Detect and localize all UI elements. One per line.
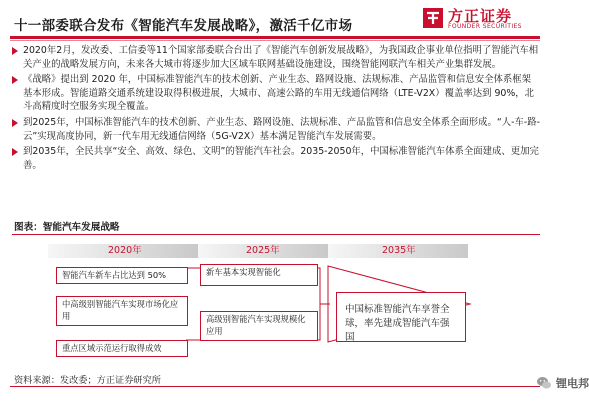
milestone-2025-intelligent-new-car: 新车基本实现智能化 [200,264,318,286]
bullet-item [12,73,540,114]
figure-caption: 图表：智能汽车发展战略 [14,222,120,233]
brand-name: 方正证券 [448,7,513,25]
timeline-segment [198,244,328,258]
founder-logo-icon [422,7,444,29]
timeline-year: 2020年 [108,245,142,256]
bullet-text: 2020年2月，发改委、工信委等11个国家部委联合台出了《智能汽车创新发展战略》，为我国政企事业单位指明了智能汽车相关产业的战略发展方向，未来各大城市将逐步加大区域车联网基础设施建设，围绕智能网联汽车相关产业集群发展。 [23,45,539,70]
bullet-item [12,145,540,172]
bullet-text: 到2025年，中国标准智能汽车的技术创新、产业生态、路网设施、法规标准、产品监管和信息安全体系全面形成。“人-车-路-云”实现高度协同，新一代车用无线通信网络（5G-V2X）基本满足智能汽车发展需要。 [23,116,540,142]
header-divider-thin [10,40,540,41]
timeline-bar [48,244,468,258]
timeline-segment [328,244,468,258]
bullet-triangle-icon [12,76,18,84]
bullet-text: 《战略》提出到 2020 年，中国标准智能汽车的技术创新、产业生态、路网设施、法规标准、产品监管和信息安全体系框架基本形成。智能道路交通系统建设取得积极进展，大城市、高速公路的车用无线通信网络（LTE-V2X）覆盖率达到 90%，北斗高精度时空服务实现全覆盖。 [23,74,535,113]
brand-logo [422,4,538,34]
milestone-2035-global-leadership: 中国标准智能汽车享誉全球，率先建成智能汽车强国 [336,292,466,342]
header-divider [10,36,540,39]
bullet-item [12,116,540,143]
header [0,0,550,36]
page-title: 十一部委联合发布《智能汽车发展战略》，激活千亿市场 [14,18,353,34]
timeline-year: 2035年 [382,245,416,256]
bullet-triangle-icon [12,47,18,55]
brand-subtitle: FOUNDER SECURITIES [448,23,522,30]
timeline-segment [48,244,198,258]
milestone-2020-new-car-share: 智能汽车新车占比达到 50% [56,267,188,284]
bullet-list [12,44,540,174]
source-note: 资料来源：发改委；方正证券研究所 [14,375,161,386]
figure-divider [12,234,540,235]
footer-divider [10,386,540,387]
bullet-item [12,44,540,71]
wechat-account-name: 锂电邦 [556,377,589,390]
bullet-text: 到2035年，全民共享“安全、高效、绿色、文明”的智能汽车社会。2035-2050年，中国标准智能汽车体系全面建成、更加完善。 [23,146,539,171]
milestone-2025-scale-application: 高级别智能汽车实现规模化应用 [200,311,318,341]
timeline-year: 2025年 [246,245,280,256]
milestone-2020-demo-operation: 重点区域示范运行取得成效 [56,340,188,357]
bullet-triangle-icon [12,148,18,156]
bullet-triangle-icon [12,119,18,127]
wechat-icon [536,375,552,391]
milestone-2020-market-application: 中高级别智能汽车实现市场化应用 [56,296,188,326]
